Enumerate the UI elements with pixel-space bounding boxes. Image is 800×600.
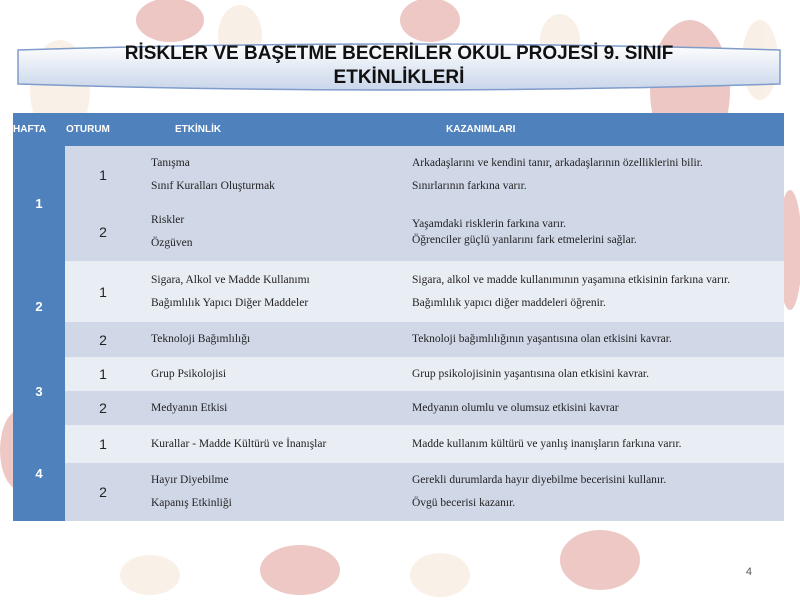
kazanim-cell xyxy=(400,391,784,425)
etkinlik-cell xyxy=(141,322,400,357)
etkinlik-cell xyxy=(141,261,400,322)
page-title xyxy=(16,42,782,90)
kazanim-line: Madde kullanım kültürü ve yanlış inanışların farkına varır. xyxy=(412,437,682,450)
kazanim-line: Öğrenciler güçlü yanlarını fark etmelerini sağlar. xyxy=(412,234,637,246)
header-hafta-label: HAFTA xyxy=(13,124,47,135)
week-cell: 1 xyxy=(13,146,65,261)
title-line-2: ETKİNLİKLERİ xyxy=(333,67,465,88)
table-row xyxy=(13,425,784,463)
etkinlik-cell xyxy=(141,357,400,391)
kazanim-cell xyxy=(400,425,784,463)
etkinlik-line: Sınıf Kuralları Oluşturmak xyxy=(151,179,275,192)
header-oturum xyxy=(65,113,141,146)
week-cell: 2 xyxy=(13,261,65,357)
week-cell: 4 xyxy=(13,425,65,521)
etkinlik-line: Riskler xyxy=(151,214,185,226)
oturum-cell: 1 xyxy=(65,357,141,391)
table-row xyxy=(13,261,784,322)
table-row xyxy=(13,391,784,425)
kazanim-line: Övgü becerisi kazanır. xyxy=(412,497,516,509)
oturum-cell: 1 xyxy=(65,425,141,463)
etkinlik-line: Sigara, Alkol ve Madde Kullanımı xyxy=(151,273,310,286)
oturum-cell: 1 xyxy=(65,261,141,322)
oturum-cell: 2 xyxy=(65,203,141,261)
title-banner xyxy=(16,42,782,92)
kazanim-cell xyxy=(400,322,784,357)
oturum-cell: 2 xyxy=(65,322,141,357)
kazanim-line: Sigara, alkol ve madde kullanımının yaşamına etkisinin farkına varır. xyxy=(412,273,731,286)
etkinlik-cell xyxy=(141,425,400,463)
etkinlik-line: Tanışma xyxy=(151,156,190,169)
kazanim-line: Medyanın olumlu ve olumsuz etkisini kavrar xyxy=(412,401,619,414)
kazanim-line: Bağımlılık yapıcı diğer maddeleri öğrenir. xyxy=(412,296,606,309)
header-hafta xyxy=(13,113,65,146)
kazanim-cell xyxy=(400,146,784,203)
table-header-row xyxy=(13,113,784,146)
etkinlik-cell xyxy=(141,391,400,425)
oturum-cell: 1 xyxy=(65,146,141,203)
etkinlik-line: Kapanış Etkinliği xyxy=(151,497,232,509)
kazanim-line: Yaşamdaki risklerin farkına varır. xyxy=(412,218,567,230)
etkinlik-cell xyxy=(141,463,400,521)
activities-table xyxy=(13,113,784,521)
etkinlik-line: Özgüven xyxy=(151,237,193,249)
title-line-1: RİSKLER VE BAŞETME BECERİLER OKUL PROJESİ 9. SINIF xyxy=(124,43,674,64)
header-etkinlik xyxy=(141,113,400,146)
etkinlik-line: Grup Psikolojisi xyxy=(151,367,227,380)
oturum-cell: 2 xyxy=(65,463,141,521)
header-oturum-label: OTURUM xyxy=(66,124,110,135)
kazanim-line: Gerekli durumlarda hayır diyebilme becerisini kullanır. xyxy=(412,474,667,486)
etkinlik-line: Hayır Diyebilme xyxy=(151,474,229,486)
kazanim-line: Teknoloji bağımlılığının yaşantısına olan etkisini kavrar. xyxy=(412,333,672,345)
table-row xyxy=(13,146,784,203)
table-row xyxy=(13,463,784,521)
header-etkinlik-label: ETKİNLİK xyxy=(175,124,222,135)
etkinlik-line: Medyanın Etkisi xyxy=(151,401,228,414)
kazanim-cell xyxy=(400,463,784,521)
page-number: 4 xyxy=(745,566,752,578)
header-kazanimlar xyxy=(400,113,784,146)
kazanim-cell xyxy=(400,261,784,322)
etkinlik-line: Bağımlılık Yapıcı Diğer Maddeler xyxy=(151,296,309,309)
kazanim-line: Grup psikolojisinin yaşantısına olan etkisini kavrar. xyxy=(412,367,649,380)
table-row xyxy=(13,203,784,261)
table-row xyxy=(13,357,784,391)
kazanim-cell xyxy=(400,357,784,391)
table-row xyxy=(13,322,784,357)
kazanim-line: Arkadaşlarını ve kendini tanır, arkadaşlarının özelliklerini bilir. xyxy=(412,156,703,169)
oturum-cell: 2 xyxy=(65,391,141,425)
kazanim-cell xyxy=(400,203,784,261)
week-cell: 3 xyxy=(13,357,65,425)
etkinlik-line: Kurallar - Madde Kültürü ve İnanışlar xyxy=(151,437,327,450)
etkinlik-line: Teknoloji Bağımlılığı xyxy=(151,333,251,345)
etkinlik-cell xyxy=(141,203,400,261)
header-kazanimlar-label: KAZANIMLARI xyxy=(446,124,516,135)
etkinlik-cell xyxy=(141,146,400,203)
kazanim-line: Sınırlarının farkına varır. xyxy=(412,179,527,192)
